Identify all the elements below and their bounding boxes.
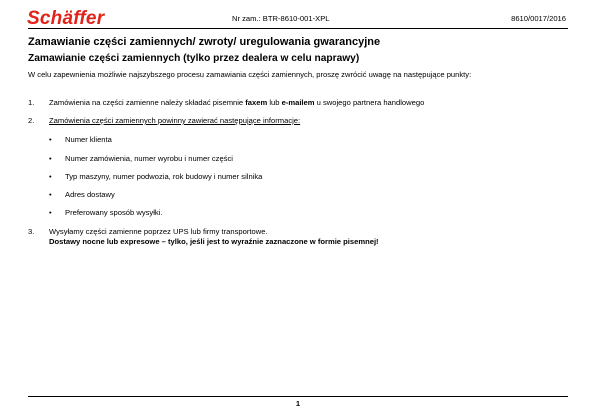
bullet-text: Typ maszyny, numer podwozia, rok budowy i numer silnika (65, 172, 263, 181)
delivery-note-text: Dostawy nocne lub expresowe – tylko, jeśli jest to wyraźnie zaznaczone w formie pisemnej! (49, 237, 379, 246)
intro-paragraph: W celu zapewnienia możliwie najszybszego procesu zamawiania części zamiennych, proszę zwrócić uwagę na następujące punkty: (28, 70, 472, 79)
brand-name: Schäffer (27, 8, 105, 29)
delivery-note (49, 237, 379, 248)
bullet-text: Numer klienta (65, 135, 112, 144)
bullet-item (49, 135, 112, 146)
bullet-text: Adres dostawy (65, 190, 115, 199)
list-text: Zamówienia części zamiennych powinny zawierać następujące informacje: (49, 116, 301, 125)
section-subtitle: Zamawianie części zamiennych (tylko przez dealera w celu naprawy) (28, 53, 360, 64)
list-item-1 (28, 98, 424, 109)
footer-divider (28, 396, 568, 397)
schaffer-logo (27, 9, 139, 29)
page-title: Zamawianie części zamiennych/ zwroty/ uregulowania gwarancyjne (28, 36, 381, 48)
document-number: Nr zam.: BTR-8610-001-XPL (232, 14, 330, 23)
list-number: 1. (28, 98, 35, 107)
bullet-icon: • (49, 135, 52, 144)
list-item-2 (28, 116, 300, 127)
list-text: Wysyłamy części zamienne poprzez UPS lub firmy transportowe. (49, 227, 268, 236)
bullet-item (49, 208, 163, 219)
bullet-item (49, 154, 233, 165)
bullet-icon: • (49, 208, 52, 217)
list-item-3 (28, 227, 268, 238)
email-emphasis: e-mailem (281, 98, 315, 107)
bullet-text: Preferowany sposób wysyłki. (65, 208, 163, 217)
list-number: 2. (28, 116, 35, 125)
document-reference: 8610/0017/2016 (511, 14, 566, 23)
fax-emphasis: faxem (245, 98, 268, 107)
bullet-icon: • (49, 154, 52, 163)
bullet-text: Numer zamówienia, numer wyrobu i numer części (65, 154, 233, 163)
bullet-item (49, 172, 262, 183)
header-divider (28, 28, 568, 29)
page-number: 1 (295, 399, 301, 408)
list-number: 3. (28, 227, 35, 236)
bullet-item (49, 190, 115, 201)
bullet-icon: • (49, 190, 52, 199)
bullet-icon: • (49, 172, 52, 181)
list-text: Zamówienia na części zamienne należy składać pisemnie faxem lub e-mailem u swojego partnera handlowego (49, 98, 425, 107)
